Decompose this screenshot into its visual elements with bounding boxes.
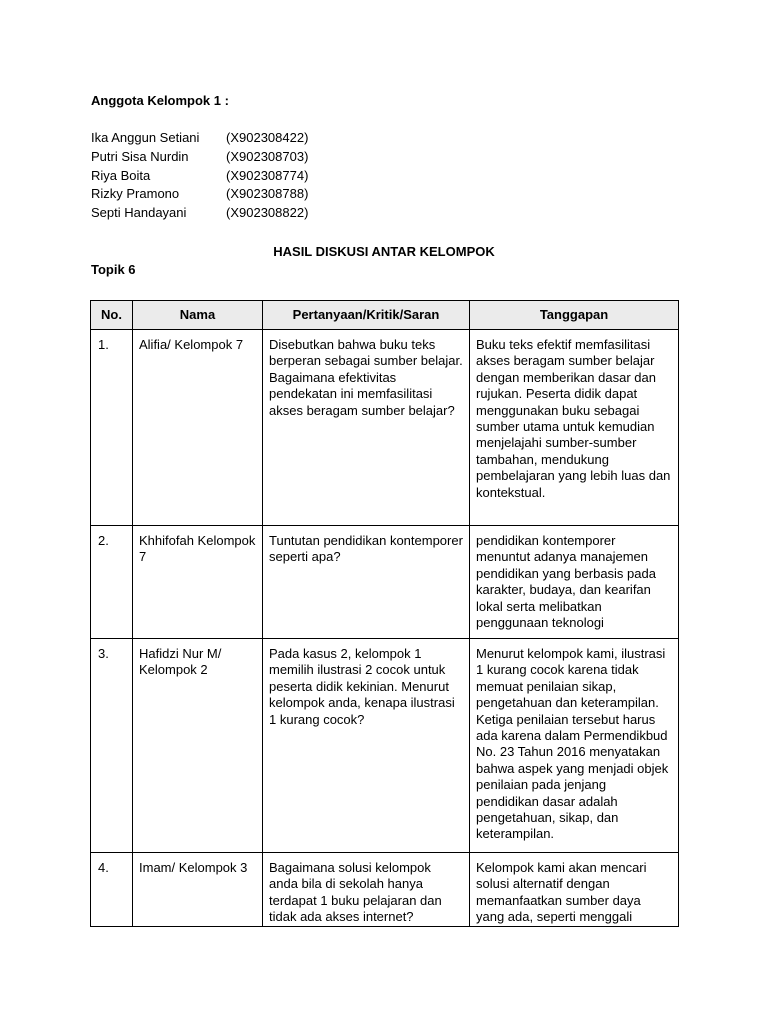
header-no: No. bbox=[91, 301, 133, 330]
document-title: HASIL DISKUSI ANTAR KELOMPOK bbox=[273, 244, 495, 259]
cell-tanggapan: Kelompok kami akan mencari solusi alternatif dengan memanfaatkan sumber daya yang ada, seperti menggali bbox=[470, 853, 679, 927]
cell-no: 2. bbox=[91, 526, 133, 639]
cell-tanggapan: pendidikan kontemporer menuntut adanya manajemen pendidikan yang berbasis pada karakter, budaya, dan kearifan lokal serta melibatkan penggunaan teknologi bbox=[470, 526, 679, 639]
cell-pertanyaan: Bagaimana solusi kelompok anda bila di sekolah hanya terdapat 1 buku pelajaran dan tidak ada akses internet? bbox=[263, 853, 470, 927]
topic-label: Topik 6 bbox=[91, 262, 136, 277]
cell-tanggapan: Menurut kelompok kami, ilustrasi 1 kurang cocok karena tidak memuat penilaian sikap, pengetahuan dan keterampilan. Ketiga penilaian tersebut harus ada karena dalam Permendikbud No. 23 Tahun 2016 menyatakan bahwa aspek yang menjadi objek penilaian pada jenjang pendidikan dasar adalah pengetahuan, sikap, dan keterampilan. bbox=[470, 639, 679, 853]
member-id: (X902308774) bbox=[226, 168, 309, 183]
member-item bbox=[91, 149, 351, 166]
table-row bbox=[91, 639, 679, 853]
member-item bbox=[91, 205, 351, 222]
member-item bbox=[91, 186, 351, 203]
table-header-row bbox=[91, 301, 679, 330]
cell-no: 1. bbox=[91, 330, 133, 526]
cell-nama: Hafidzi Nur M/ Kelompok 2 bbox=[133, 639, 263, 853]
member-name: Putri Sisa Nurdin bbox=[91, 149, 189, 164]
member-id: (X902308703) bbox=[226, 149, 309, 164]
group-heading: Anggota Kelompok 1 : bbox=[91, 93, 229, 108]
member-name: Riya Boita bbox=[91, 168, 151, 183]
member-id: (X902308822) bbox=[226, 205, 309, 220]
cell-nama: Imam/ Kelompok 3 bbox=[133, 853, 263, 927]
member-id: (X902308788) bbox=[226, 186, 309, 201]
table-row bbox=[91, 526, 679, 639]
member-item bbox=[91, 168, 351, 185]
header-nama: Nama bbox=[133, 301, 263, 330]
cell-tanggapan: Buku teks efektif memfasilitasi akses beragam sumber belajar dengan memberikan dasar dan rujukan. Peserta didik dapat menggunakan buku sebagai sumber utama untuk kemudian menjelajahi sumber-sumber tambahan, mendukung pembelajaran yang lebih luas dan kontekstual. bbox=[470, 330, 679, 526]
cell-pertanyaan: Pada kasus 2, kelompok 1 memilih ilustrasi 2 cocok untuk peserta didik kekinian. Menurut kelompok anda, kenapa ilustrasi 1 kurang cocok? bbox=[263, 639, 470, 853]
member-id: (X902308422) bbox=[226, 130, 309, 145]
member-name: Rizky Pramono bbox=[91, 186, 180, 201]
cell-pertanyaan: Disebutkan bahwa buku teks berperan sebagai sumber belajar. Bagaimana efektivitas pendekatan ini memfasilitasi akses beragam sumber belajar? bbox=[263, 330, 470, 526]
cell-no: 3. bbox=[91, 639, 133, 853]
member-name: Ika Anggun Setiani bbox=[91, 130, 200, 145]
header-pertanyaan: Pertanyaan/Kritik/Saran bbox=[263, 301, 470, 330]
member-name: Septi Handayani bbox=[91, 205, 187, 220]
cell-no: 4. bbox=[91, 853, 133, 927]
cell-nama: Khhifofah Kelompok 7 bbox=[133, 526, 263, 639]
table-row bbox=[91, 330, 679, 526]
member-item bbox=[91, 130, 351, 147]
cell-nama: Alifia/ Kelompok 7 bbox=[133, 330, 263, 526]
header-tanggapan: Tanggapan bbox=[470, 301, 679, 330]
discussion-table bbox=[90, 300, 679, 927]
table-row bbox=[91, 853, 679, 927]
cell-pertanyaan: Tuntutan pendidikan kontemporer seperti apa? bbox=[263, 526, 470, 639]
